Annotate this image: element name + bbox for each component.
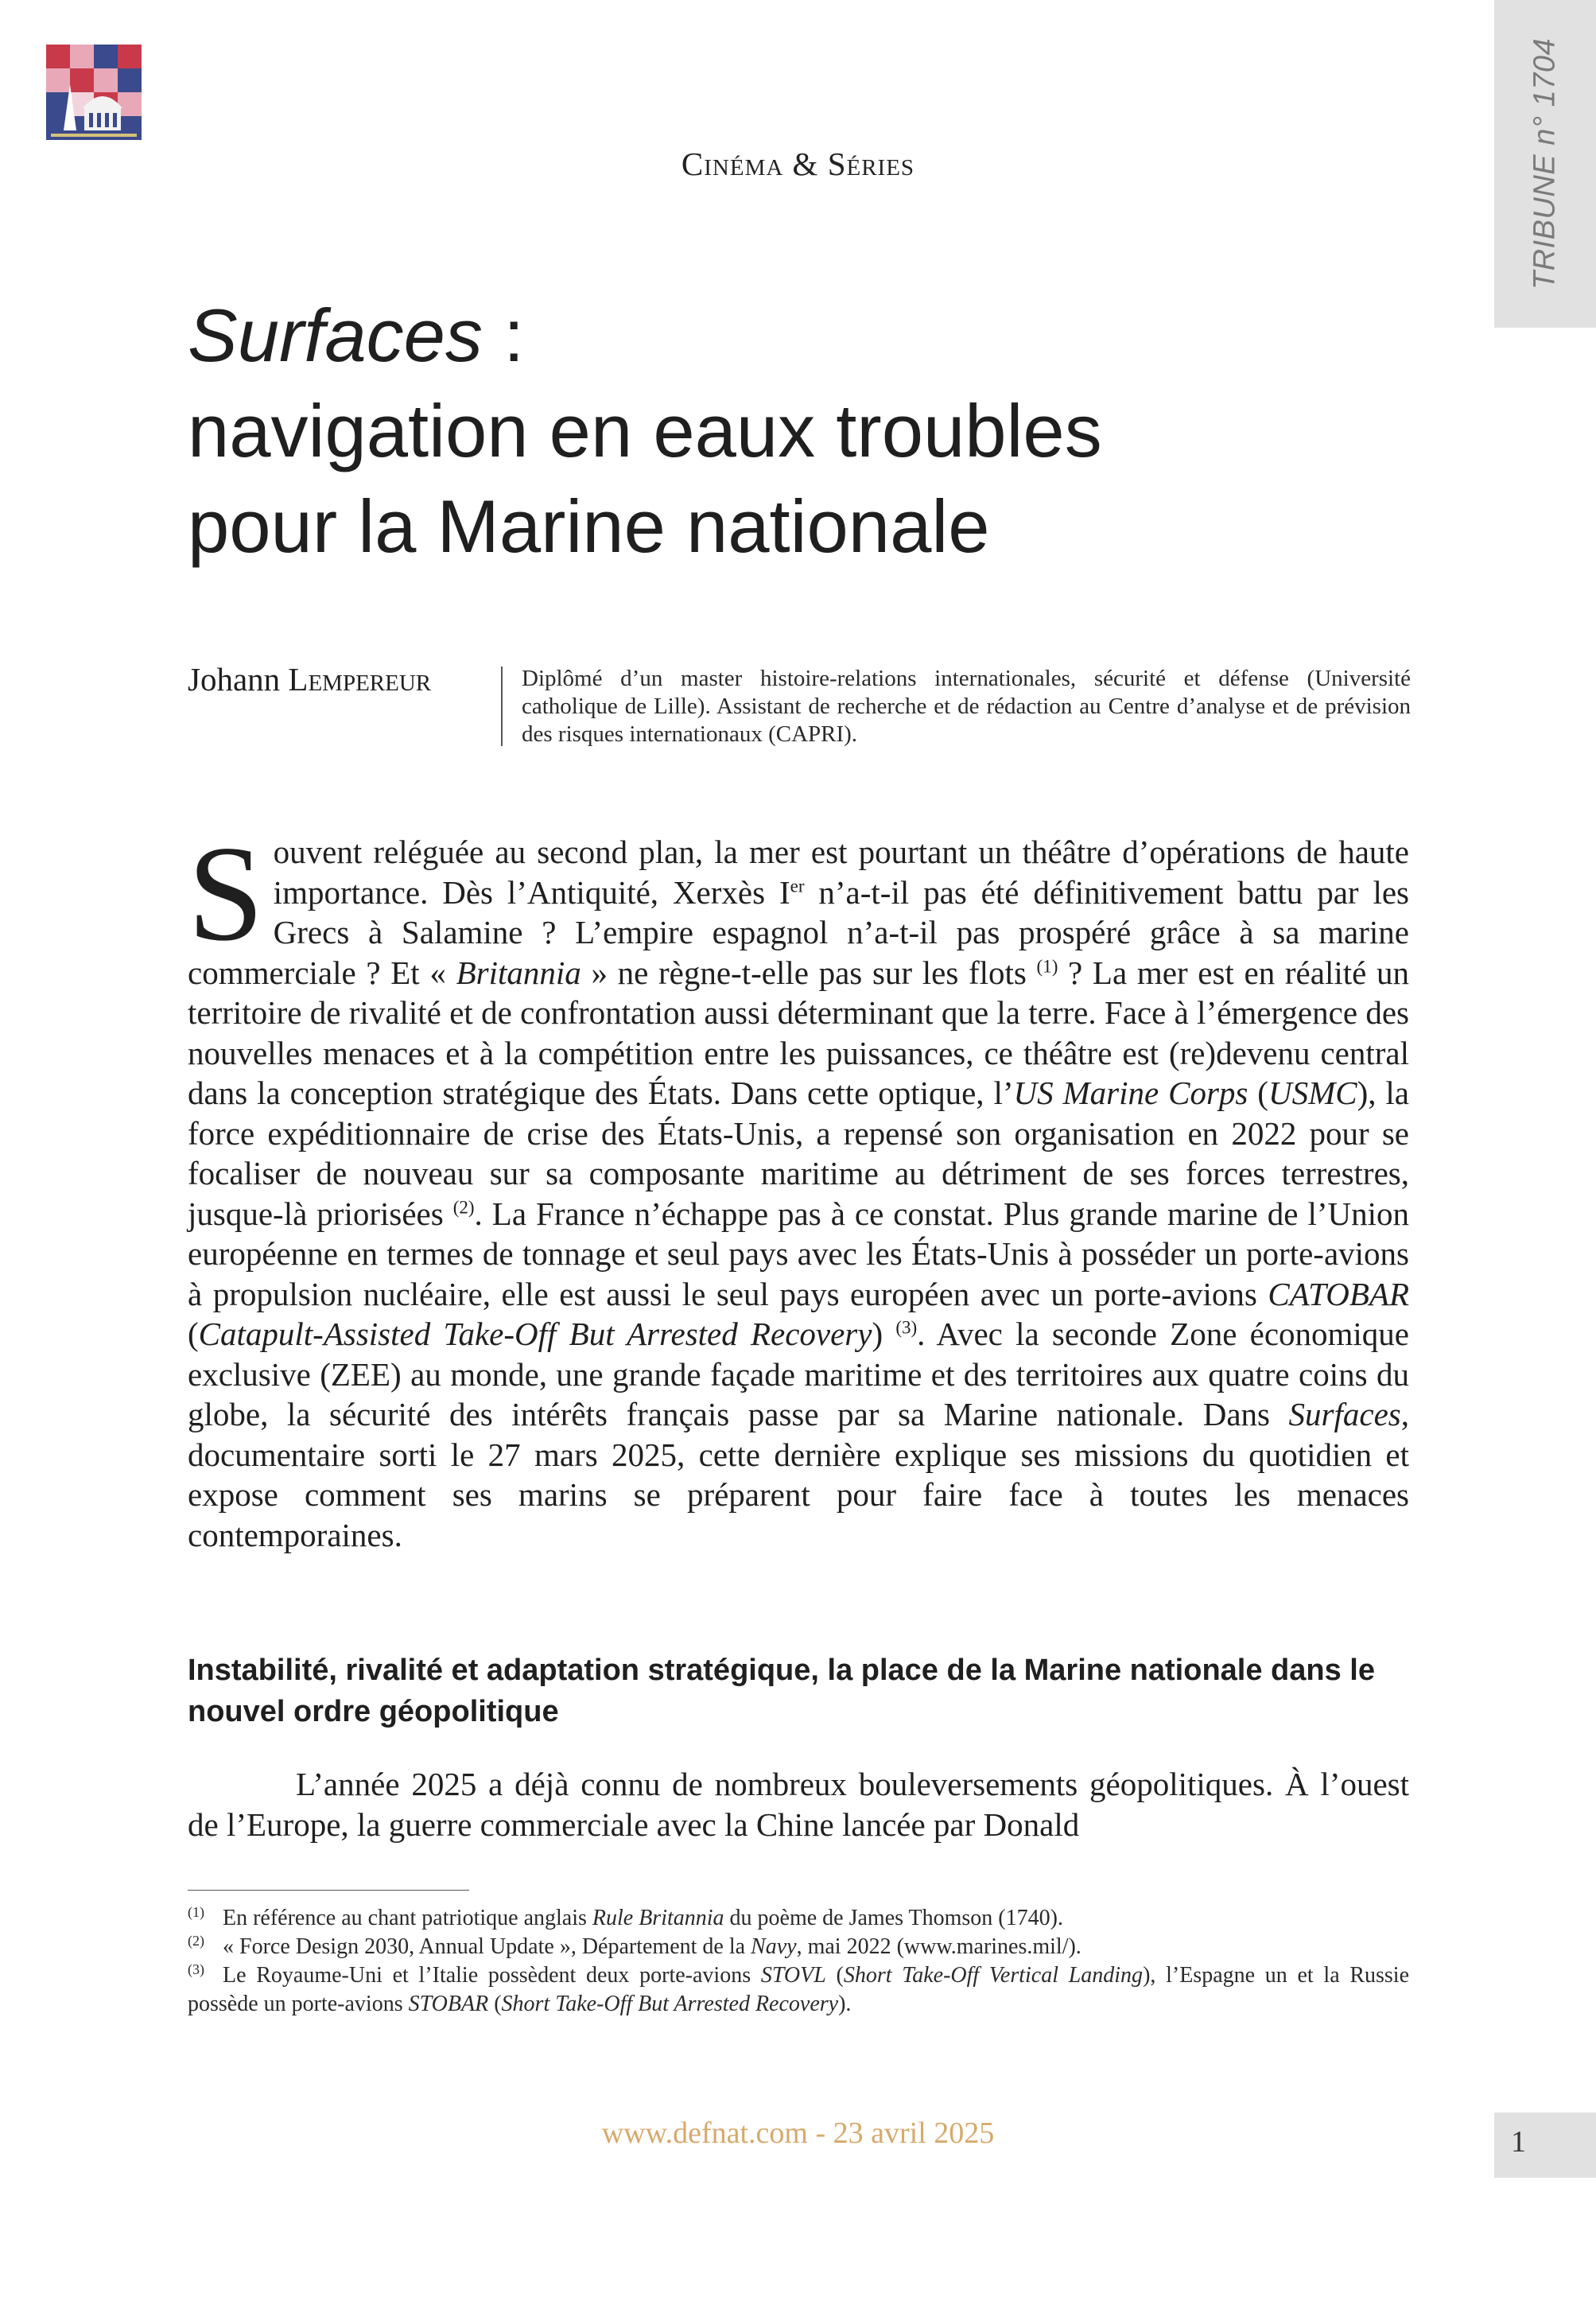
italic-usmc-abbr: USMC bbox=[1268, 1075, 1357, 1111]
italic-catobar-full: Catapult-Assisted Take-Off But Arrested Recovery bbox=[198, 1316, 872, 1352]
intro-text: ( bbox=[1248, 1075, 1268, 1111]
article-title bbox=[188, 288, 1444, 574]
intro-text: » ne règne-t-elle pas sur les flots bbox=[581, 954, 1037, 991]
intro-text: ( bbox=[188, 1316, 199, 1352]
footnote-text: ( bbox=[825, 1963, 844, 1988]
italic-usmc: US Marine Corps bbox=[1013, 1075, 1248, 1111]
footnote-1: (1) En référence au chant patriotique anglais Rule Britannia du poème de James Thomson (1740). bbox=[188, 1903, 1063, 1930]
body-text: L’année 2025 a déjà connu de nombreux bouleversements géopolitiques. À l’ouest de l’Europe, la guerre commerciale avec la Chine lancée par Donald bbox=[188, 1766, 1409, 1843]
author-last-name: Lempereur bbox=[288, 661, 432, 698]
footnote-ref-1[interactable]: (1) bbox=[1036, 955, 1058, 976]
footnote-text: ( bbox=[488, 1992, 502, 2016]
intro-text: ouvent reléguée au second plan, la mer est pourtant un théâtre d’opérations de haute importance. Dès l’Antiquité, Xerxès I bbox=[273, 834, 1409, 911]
intro-text: , documentaire sorti le 27 mars 2025, cette dernière explique ses missions du quotidien et expose comment ses marins se préparent pour faire face à toutes les menaces contemporaines. bbox=[188, 1396, 1409, 1553]
footnote-italic: Short Take-Off But Arrested Recovery bbox=[501, 1992, 839, 2016]
italic-britannia: Britannia bbox=[456, 954, 581, 991]
title-colon: : bbox=[482, 293, 525, 377]
footnote-rule bbox=[188, 1890, 469, 1891]
footnote-ref-2[interactable]: (2) bbox=[452, 1196, 475, 1217]
intro-text: n’a-t-il pas été définitivement battu par les Grecs à Salamine ? L’empire espagnol n’a-t-il pas prospéré grâce à sa marine commerciale ? Et « bbox=[188, 873, 1409, 991]
footnote-ref-3[interactable]: (3) bbox=[895, 1317, 918, 1338]
defense-nationale-logo bbox=[46, 45, 142, 140]
footnote-text: ). bbox=[838, 1992, 852, 2016]
title-line-2: navigation en eaux troubles bbox=[188, 389, 1102, 472]
tribune-number: TRIBUNE n° 1704 bbox=[1528, 37, 1562, 290]
page-number: 1 bbox=[1511, 2125, 1526, 2159]
superscript: er bbox=[790, 875, 805, 896]
intro-text: ) bbox=[872, 1316, 896, 1352]
intro-paragraph bbox=[188, 818, 1409, 1555]
footnote-text: « Force Design 2030, Annual Update », Département de la bbox=[223, 1934, 751, 1959]
author-divider bbox=[501, 667, 503, 746]
author-first-name: Johann bbox=[188, 661, 281, 698]
intro-text: ), la force expéditionnaire de crise des États-Unis, a repensé son organisation en 2022 pour se focaliser de nouveau sur sa composante maritime au détriment de ses forces terrestres, jusque-là priorisées bbox=[188, 1075, 1409, 1232]
intro-text: . Avec la seconde Zone économique exclusive (ZEE) au monde, une grande façade maritime et des territoires aux quatre coins du globe, la sécurité des intérêts français passe par sa Marine nationale. Dans bbox=[188, 1316, 1409, 1432]
footnotes bbox=[188, 1904, 1409, 2019]
footnote-text: du poème de James Thomson (1740). bbox=[724, 1906, 1063, 1930]
footnote-text: ), l’Espagne un et la Russie possède un porte-avions bbox=[188, 1963, 1410, 2016]
italic-catobar: CATOBAR bbox=[1268, 1275, 1409, 1312]
page-number-tab bbox=[1494, 2112, 1596, 2178]
footnote-italic: STOBAR bbox=[408, 1992, 489, 2016]
intro-text: ? La mer est en réalité un territoire de rivalité et de confrontation aussi déterminant que la terre. Face à l’émergence des nouvelles menaces et à la compétition entre les puissances, ce théâtre est (re)devenu central dans la conception stratégique des États. Dans cette optique, l’ bbox=[188, 954, 1409, 1111]
section-heading: Instabilité, rivalité et adaptation stratégique, la place de la Marine nationale dans le nouvel ordre géopolitique bbox=[188, 1654, 1375, 1728]
footnote-text: , mai 2022 (www.marines.mil/). bbox=[796, 1934, 1081, 1959]
footnote-3: (3) Le Royaume-Uni et l’Italie possèdent deux porte-avions STOVL (Short Take-Off Vertical Landing), l’Espagne un et la Russie possède un porte-avions STOBAR (Short Take-Off But Arrested Recovery). bbox=[188, 1961, 1410, 2016]
drop-cap: S bbox=[188, 818, 264, 970]
title-italic: Surfaces bbox=[188, 293, 483, 377]
footnote-text: En référence au chant patriotique anglais bbox=[223, 1906, 592, 1930]
intro-text: . La France n’échappe pas à ce constat. Plus grande marine de l’Union européenne en termes de tonnage et seul pays avec les États-Unis à posséder un porte-avions à propulsion nucléaire, elle est aussi le seul pays européen avec un porte-avions bbox=[188, 1195, 1409, 1312]
footer-url-date[interactable]: www.defnat.com - 23 avril 2025 bbox=[601, 2116, 995, 2150]
footnote-italic: Rule Britannia bbox=[592, 1906, 724, 1930]
italic-surfaces: Surfaces bbox=[1288, 1396, 1401, 1432]
footnote-italic: Navy bbox=[751, 1934, 797, 1959]
author-bio: Diplômé d’un master histoire-relations internationales, sécurité et défense (Université catholique de Lille). Assistant de recherche et de rédaction au Centre d’analyse et de prévision des risques internationaux (CAPRI). bbox=[522, 666, 1411, 747]
footnote-italic: STOVL bbox=[760, 1963, 826, 1988]
footnote-text: Le Royaume-Uni et l’Italie possèdent deux porte-avions bbox=[223, 1963, 761, 1988]
title-line-3: pour la Marine nationale bbox=[188, 484, 990, 568]
footnote-italic: Short Take-Off Vertical Landing bbox=[843, 1963, 1144, 1988]
author-name bbox=[188, 660, 431, 698]
section-label: Cinéma & Séries bbox=[681, 146, 915, 182]
footnote-2: (2) « Force Design 2030, Annual Update », Département de la Navy, mai 2022 (www.marines.mil/). bbox=[188, 1932, 1081, 1959]
body-paragraph bbox=[188, 1764, 1409, 1844]
